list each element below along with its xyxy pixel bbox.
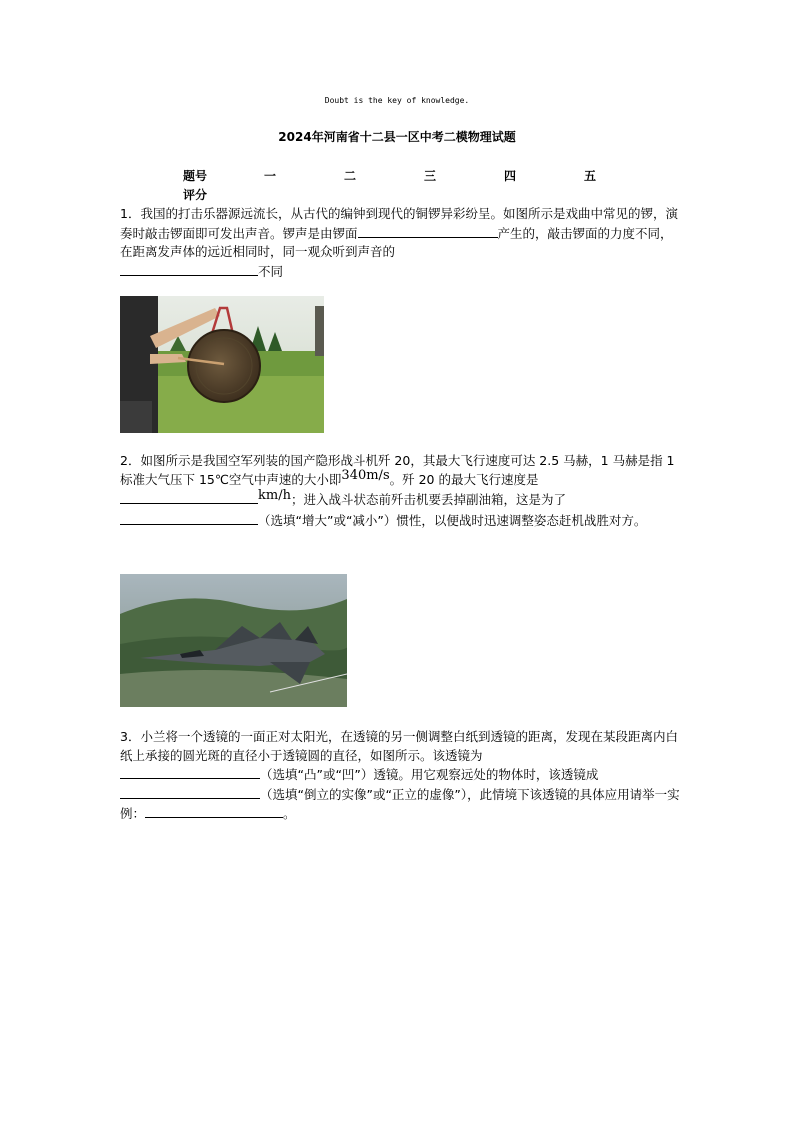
question-3-text-b: （选填“凸”或“凹”）透镜。用它观察远处的物体时，该透镜成 <box>260 767 599 782</box>
answer-blank[interactable] <box>145 804 283 818</box>
answer-blank[interactable] <box>120 785 260 799</box>
question-1 <box>120 205 680 281</box>
question-1-text-b: 产生的，敲击锣面的力度不同，在距离发声体的远近相同时，同一观众听到声音的 <box>120 225 673 259</box>
question-2-text-a: 2．如图所示是我国空军列装的国产隐形战斗机歼 20，其最大飞行速度可达 2.5 马赫，1 马赫是指 1 标准大气压下 15℃空气中声速的大小即 <box>120 453 675 487</box>
column-5: 五 <box>583 169 596 183</box>
question-3-text-d: 。 <box>283 806 296 821</box>
question-1-text-a: 1．我国的打击乐器源远流长，从古代的编钟到现代的铜锣异彩纷呈。如图所示是戏曲中常见的锣，演奏时敲击锣面即可发出声音。锣声是由锣面 <box>120 206 678 241</box>
question-1-text-c: 不同 <box>258 263 284 279</box>
column-3: 三 <box>423 169 436 183</box>
score-cell[interactable] <box>550 185 630 204</box>
question-2-text-b: 。歼 20 的最大飞行速度是 <box>389 471 539 487</box>
motto: Doubt is the key of knowledge. <box>324 96 470 105</box>
row-label-score: 评分 <box>182 188 207 202</box>
question-2-text-c: ；进入战斗状态前歼击机要丢掉副油箱，这是为了 <box>290 492 566 507</box>
score-table <box>160 166 630 204</box>
speed-unit: km/h <box>258 488 291 503</box>
answer-blank[interactable] <box>120 490 258 504</box>
score-table-row-score <box>160 185 630 204</box>
speed-value: 340m/s <box>341 467 390 483</box>
gong-photo <box>120 296 324 433</box>
score-cell[interactable] <box>470 185 550 204</box>
answer-blank[interactable] <box>120 262 258 276</box>
answer-blank[interactable] <box>120 511 258 525</box>
fighter-jet-photo <box>120 574 347 707</box>
question-3-text-a: 3．小兰将一个透镜的一面正对太阳光，在透镜的另一侧调整白纸到透镜的距离，发现在某段距离内白纸上承接的圆光斑的直径小于透镜圆的直径，如图所示。该透镜为 <box>120 729 678 763</box>
score-cell[interactable] <box>390 185 470 204</box>
question-3 <box>120 728 680 824</box>
score-cell[interactable] <box>310 185 390 204</box>
answer-blank[interactable] <box>120 765 260 779</box>
column-4: 四 <box>503 169 516 183</box>
question-2 <box>120 452 680 530</box>
page-title: 2024年河南省十二县一区中考二模物理试题 <box>278 130 516 144</box>
question-2-text-d: （选填“增大”或“减小”）惯性，以便战时迅速调整姿态赶机战胜对方。 <box>258 512 647 528</box>
question-3-text-c: （选填“倒立的实像”或“正立的虚像”），此情境下该透镜的具体应用请举一实例： <box>120 786 680 821</box>
column-1: 一 <box>263 169 276 183</box>
answer-blank[interactable] <box>358 224 498 238</box>
score-table-row-number <box>160 166 630 185</box>
row-label-number: 题号 <box>182 169 207 183</box>
score-cell[interactable] <box>230 185 310 204</box>
column-2: 二 <box>343 169 356 183</box>
